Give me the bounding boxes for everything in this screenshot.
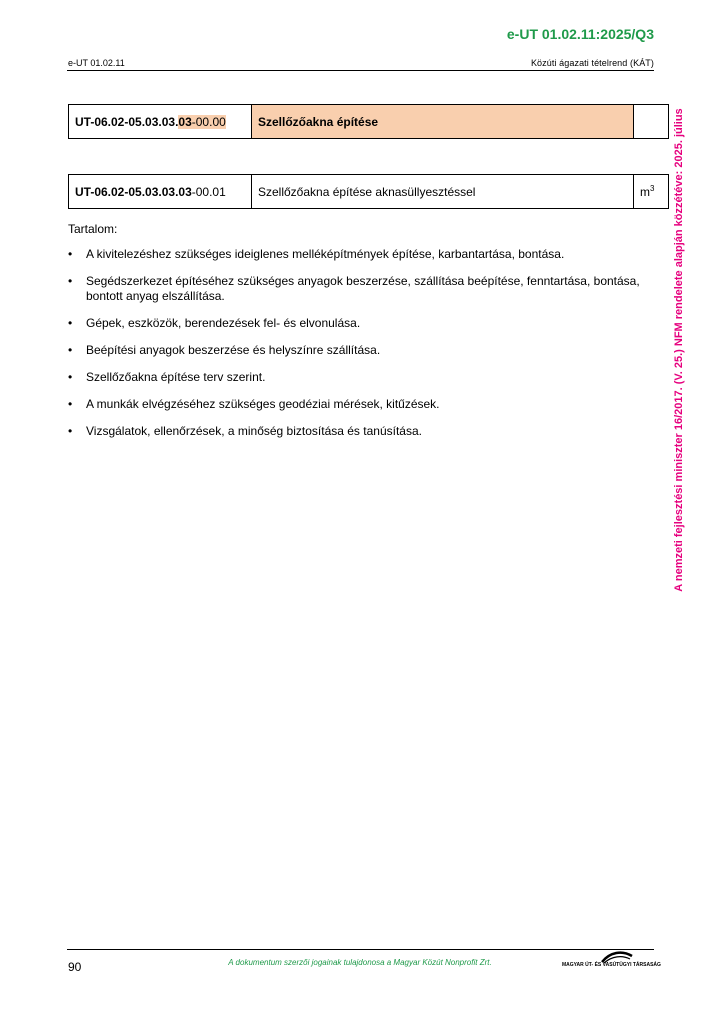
item-sub-code xyxy=(69,175,252,209)
list-item-text: A kivitelezéshez szükséges ideiglenes melléképítmények építése, karbantartása, bontása. xyxy=(86,247,565,261)
list-item xyxy=(68,274,658,304)
item-main-title: Szellőzőakna építése xyxy=(252,105,634,139)
list-item xyxy=(68,370,658,385)
item-main-code-prefix: UT-06.02-05.03.03. xyxy=(75,114,179,129)
side-publication-note: A nemzeti fejlesztési miniszter 16/2017. (V. 25.) NFM rendelete alapján közzétéve: 2025. július xyxy=(673,108,685,592)
list-item xyxy=(68,316,658,331)
header-left-code: e-UT 01.02.11 xyxy=(68,58,125,68)
list-item xyxy=(68,397,658,412)
bullet-icon: • xyxy=(68,343,73,357)
page-number: 90 xyxy=(68,960,82,974)
bullet-icon: • xyxy=(68,316,73,330)
item-sub-unit xyxy=(634,175,669,209)
list-item-text: Beépítési anyagok beszerzése és helyszínre szállítása. xyxy=(86,343,381,357)
unit-superscript: 3 xyxy=(650,184,655,193)
item-sub-title: Szellőzőakna építése aknasüllyesztéssel xyxy=(252,175,634,209)
item-main-unit xyxy=(634,105,669,139)
list-item-text: A munkák elvégzéséhez szükséges geodéziai mérések, kitűzések. xyxy=(86,397,440,411)
content-heading: Tartalom: xyxy=(68,222,118,236)
bullet-icon: • xyxy=(68,247,73,261)
item-main-row xyxy=(69,105,669,139)
list-item xyxy=(68,424,658,439)
list-item xyxy=(68,247,658,262)
item-sub-table xyxy=(68,174,669,209)
content-section xyxy=(68,222,658,451)
item-sub-code-bold: UT-06.02-05.03.03.03 xyxy=(75,184,192,199)
item-main-code-highlight: 03 xyxy=(178,114,192,129)
item-sub-row xyxy=(69,175,669,209)
unit-base: m xyxy=(640,185,650,199)
item-main-code xyxy=(69,105,252,139)
content-list xyxy=(68,247,658,439)
header-right-title: Közúti ágazati tételrend (KÁT) xyxy=(530,58,654,68)
item-main-table xyxy=(68,104,669,139)
list-item-text: Gépek, eszközök, berendezések fel- és elvonulása. xyxy=(86,316,361,330)
bullet-icon: • xyxy=(68,424,73,438)
list-item xyxy=(68,343,658,358)
logo-text: MAGYAR ÚT- ÉS VASÚTÜGYI TÁRSASÁG xyxy=(562,962,661,968)
company-logo xyxy=(562,950,661,972)
copyright-notice: A dokumentum szerzői jogainak tulajdonosa a Magyar Közút Nonprofit Zrt. xyxy=(228,958,492,967)
bullet-icon: • xyxy=(68,397,73,411)
bullet-icon: • xyxy=(68,370,73,384)
list-item-text: Vizsgálatok, ellenőrzések, a minőség biztosítása és tanúsítása. xyxy=(86,424,422,438)
item-main-code-suffix: -00.00 xyxy=(191,114,226,129)
document-code: e-UT 01.02.11:2025/Q3 xyxy=(506,26,654,42)
item-sub-code-suffix: -00.01 xyxy=(191,184,226,199)
list-item-text: Segédszerkezet építéséhez szükséges anyagok beszerzése, szállítása beépítése, fenntartása, bontása, bontott anyag elszállítása. xyxy=(86,274,640,303)
bullet-icon: • xyxy=(68,274,73,288)
list-item-text: Szellőzőakna építése terv szerint. xyxy=(86,370,266,384)
header-divider xyxy=(67,70,654,71)
